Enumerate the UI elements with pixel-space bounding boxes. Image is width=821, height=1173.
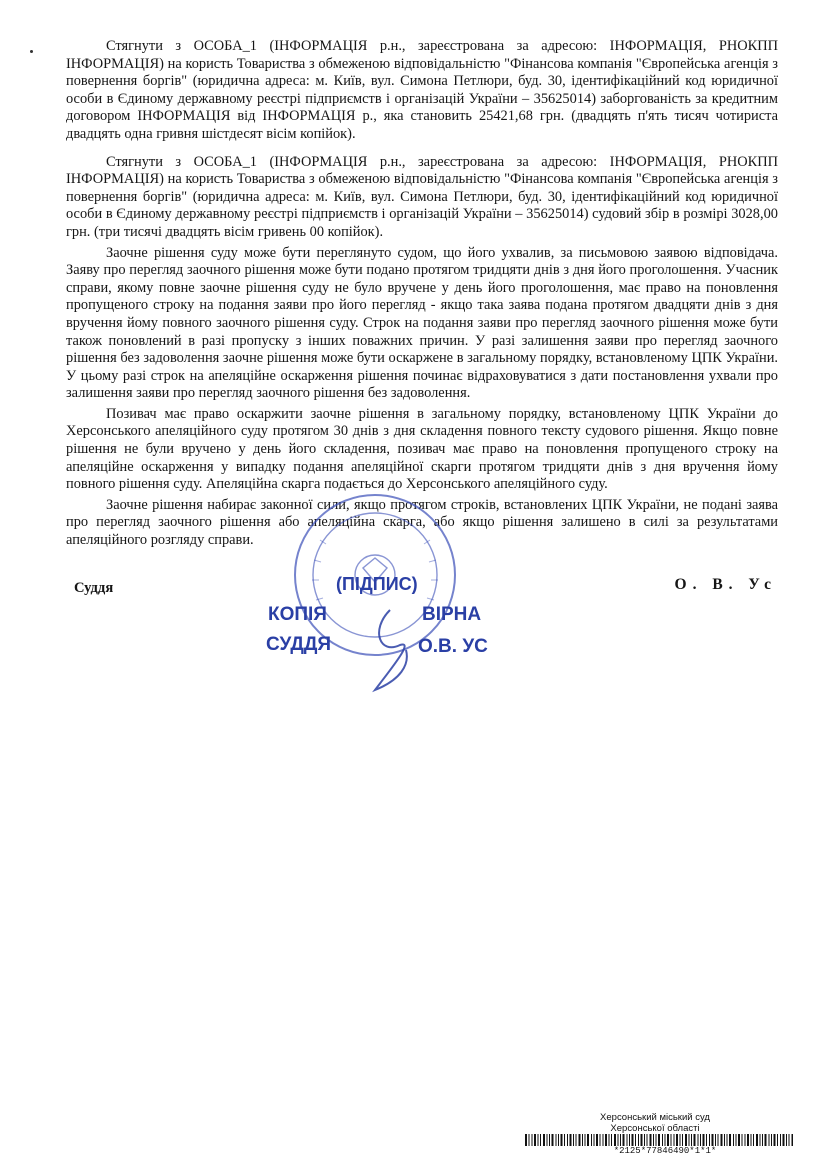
barcode-bar — [751, 1134, 752, 1146]
barcode-bar — [594, 1134, 595, 1146]
barcode-bar — [573, 1134, 574, 1146]
barcode-bar — [623, 1134, 625, 1146]
barcode-bar — [611, 1134, 612, 1146]
barcode-bar — [665, 1134, 666, 1146]
barcode-bar — [620, 1134, 621, 1146]
barcode-bar — [667, 1134, 669, 1146]
barcode-bar — [769, 1134, 770, 1146]
barcode-bar — [680, 1134, 681, 1146]
barcode-text: *2125*77846490*1*1* — [613, 1146, 717, 1156]
barcode-bar — [786, 1134, 787, 1146]
barcode-bar — [738, 1134, 740, 1146]
barcode-bar — [618, 1134, 619, 1146]
barcode-bar — [567, 1134, 568, 1146]
barcode-bar — [703, 1134, 705, 1146]
barcode-bar — [685, 1134, 687, 1146]
barcode-bar — [605, 1134, 607, 1146]
barcode-bar — [789, 1134, 790, 1146]
barcode-bar — [627, 1134, 628, 1146]
barcode-bar — [596, 1134, 598, 1146]
stamp-true: ВІРНА — [422, 604, 482, 625]
barcode-bar — [682, 1134, 683, 1146]
barcode-bar — [587, 1134, 589, 1146]
barcode-bar — [674, 1134, 675, 1146]
barcode-bar — [591, 1134, 592, 1146]
barcode-bar — [689, 1134, 690, 1146]
barcode-bar — [765, 1134, 767, 1146]
barcode-bar — [671, 1134, 672, 1146]
barcode-bar — [552, 1134, 554, 1146]
judge-name: О. В. Ус — [674, 576, 777, 593]
barcode-bar — [635, 1134, 636, 1146]
barcode-bar — [742, 1134, 743, 1146]
barcode-bar — [712, 1134, 714, 1146]
barcode-bar — [600, 1134, 601, 1146]
barcode-bar — [549, 1134, 550, 1146]
stamp-judge-name: О.В. УС — [418, 636, 488, 657]
barcode-bar — [561, 1134, 563, 1146]
barcode-bar — [525, 1134, 527, 1146]
paragraph-debt-collection: Стягнути з ОСОБА_1 (ІНФОРМАЦІЯ р.н., зареєстрована за адресою: ІНФОРМАЦІЯ, РНОКПП ІНФОРМАЦІЯ) на користь Товариства з обмеженою відповідальністю "Фінансова компанія "Європейська агенція з повернення боргів" (юридична адреса: м. Київ, вул. Симона Петлюри, буд. 30, ідентифікаційний код юридичної особи в Єдиному державному реєстрі підприємств і організацій України – 35625014) заборгованість за кредитним договором ІНФОРМАЦІЯ від ІНФОРМАЦІЯ р., яка становить 25421,68 грн. (двадцять п'ять тисяч чотириста двадцять одна гривня шістдесят вісім копійок). — [66, 38, 778, 142]
barcode-bar — [700, 1134, 701, 1146]
barcode-bar — [780, 1134, 781, 1146]
barcode-bar — [729, 1134, 731, 1146]
barcode-bar — [718, 1134, 719, 1146]
barcode-bar — [698, 1134, 699, 1146]
barcode-bar — [747, 1134, 749, 1146]
scan-speck — [30, 50, 33, 53]
barcode-bar — [532, 1134, 533, 1146]
barcode-bar — [641, 1134, 643, 1146]
stamp-copy: КОПІЯ — [268, 604, 327, 625]
barcode-bar — [783, 1134, 785, 1146]
barcode-bar — [543, 1134, 545, 1146]
barcode-bar — [721, 1134, 723, 1146]
barcode-bar — [603, 1134, 604, 1146]
barcode-bar — [570, 1134, 572, 1146]
barcode-bar — [576, 1134, 577, 1146]
barcode-bar — [638, 1134, 639, 1146]
barcode-bar — [792, 1134, 794, 1146]
barcode-bar — [724, 1134, 725, 1146]
court-seal-icon — [280, 480, 470, 710]
barcode-bar — [715, 1134, 716, 1146]
barcode-bar — [736, 1134, 737, 1146]
barcode-bar — [609, 1134, 610, 1146]
barcode-bar — [760, 1134, 761, 1146]
barcode-bar — [644, 1134, 645, 1146]
barcode-bar — [774, 1134, 776, 1146]
barcode-bar — [658, 1134, 660, 1146]
stamp-judge: СУДДЯ — [266, 634, 332, 655]
court-footer — [590, 1112, 720, 1134]
barcode-bar — [745, 1134, 746, 1146]
barcode-bar — [709, 1134, 710, 1146]
barcode-icon — [525, 1134, 793, 1146]
barcode-bar — [556, 1134, 557, 1146]
judge-label: Суддя — [74, 580, 114, 596]
barcode-bar — [771, 1134, 772, 1146]
paragraph-court-fee: Стягнути з ОСОБА_1 (ІНФОРМАЦІЯ р.н., зареєстрована за адресою: ІНФОРМАЦІЯ, РНОКПП ІНФОРМАЦІЯ) на користь Товариства з обмеженою відповідальністю "Фінансова компанія "Європейська агенція з повернення боргів" (юридична адреса: м. Київ, вул. Симона Петлюри, буд. 30, ідентифікаційний код юридичної особи в Єдиному державному реєстрі підприємств і організацій України – 35625014) судовий збір в розмірі 3028,00 грн. (три тисячі двадцять вісім гривень 00 копійок). — [66, 153, 778, 240]
barcode-bar — [579, 1134, 581, 1146]
barcode-bar — [694, 1134, 696, 1146]
barcode-bar — [676, 1134, 678, 1146]
barcode-bar — [614, 1134, 616, 1146]
barcode-bar — [585, 1134, 586, 1146]
barcode-bar — [647, 1134, 648, 1146]
barcode-bar — [656, 1134, 657, 1146]
barcode-bar — [632, 1134, 634, 1146]
barcode-bar — [777, 1134, 778, 1146]
barcode-bar — [538, 1134, 539, 1146]
barcode-bar — [762, 1134, 763, 1146]
court-region: Херсонської області — [610, 1123, 700, 1134]
barcode-bar — [662, 1134, 663, 1146]
barcode-bar — [582, 1134, 583, 1146]
barcode-bar — [540, 1134, 541, 1146]
barcode-bar — [650, 1134, 652, 1146]
barcode-bar — [733, 1134, 734, 1146]
document-body — [66, 38, 778, 553]
stamp-signed: (ПІДПИС) — [336, 574, 418, 594]
court-name: Херсонський міський суд — [600, 1112, 710, 1123]
barcode-bar — [753, 1134, 754, 1146]
paragraph-review-procedure: Заочне рішення суду може бути переглянуто судом, що його ухвалив, за письмовою заявою відповідача. Заяву про перегляд заочного рішення може бути подано протягом тридцяти днів з дня його проголошення. Учасник справи, якому повне заочне рішення суду не було вручене у день його проголошення, має право на поновлення пропущеного строку на подання заяви про його перегляд - якщо така заява подана протягом двадцяти днів з дня вручення йому повного заочного рішення суду. Строк на подання заяви про перегляд заочного рішення може бути також поновлений в разі пропуску з інших поважних причин. У разі залишення заяви про перегляд заочного рішення без задоволення заочне рішення може бути оскаржене в загальному порядку, встановленому ЦПК України. У цьому разі строк на апеляційне оскарження рішення починає відраховуватися з дати постановлення ухвали про залишення заяви про перегляд заочного рішення без задоволення. — [66, 244, 778, 402]
barcode-bar — [706, 1134, 707, 1146]
barcode-bar — [529, 1134, 530, 1146]
barcode-bar — [629, 1134, 630, 1146]
barcode-bar — [558, 1134, 559, 1146]
barcode-bar — [564, 1134, 565, 1146]
barcode-bar — [547, 1134, 548, 1146]
barcode-bar — [534, 1134, 536, 1146]
barcode-bar — [653, 1134, 654, 1146]
barcode-bar — [727, 1134, 728, 1146]
barcode-bar — [691, 1134, 692, 1146]
paragraph-appeal-rights: Позивач має право оскаржити заочне рішення в загальному порядку, встановленому ЦПК України до Херсонського апеляційного суду протягом 30 днів з дня складення повного тексту судового рішення. Якщо повне рішення не були вручено у день його складення, позивач має право на поновлення пропущеного строку на апеляційне оскарження у випадку подання апеляційної скарги протягом тридцяти днів з дня вручення йому повного рішення суду. Апеляційна скарга подається до Херсонського апеляційного суду. — [66, 405, 778, 493]
barcode-bar — [756, 1134, 758, 1146]
paragraph-entry-into-force: Заочне рішення набирає законної сили, якщо протягом строків, встановлених ЦПК України, не подані заява про перегляд заочного рішення або апеляційна скарга, або якщо рішення залишено в силі за результатами апеляційного розгляду справи. — [66, 496, 778, 549]
